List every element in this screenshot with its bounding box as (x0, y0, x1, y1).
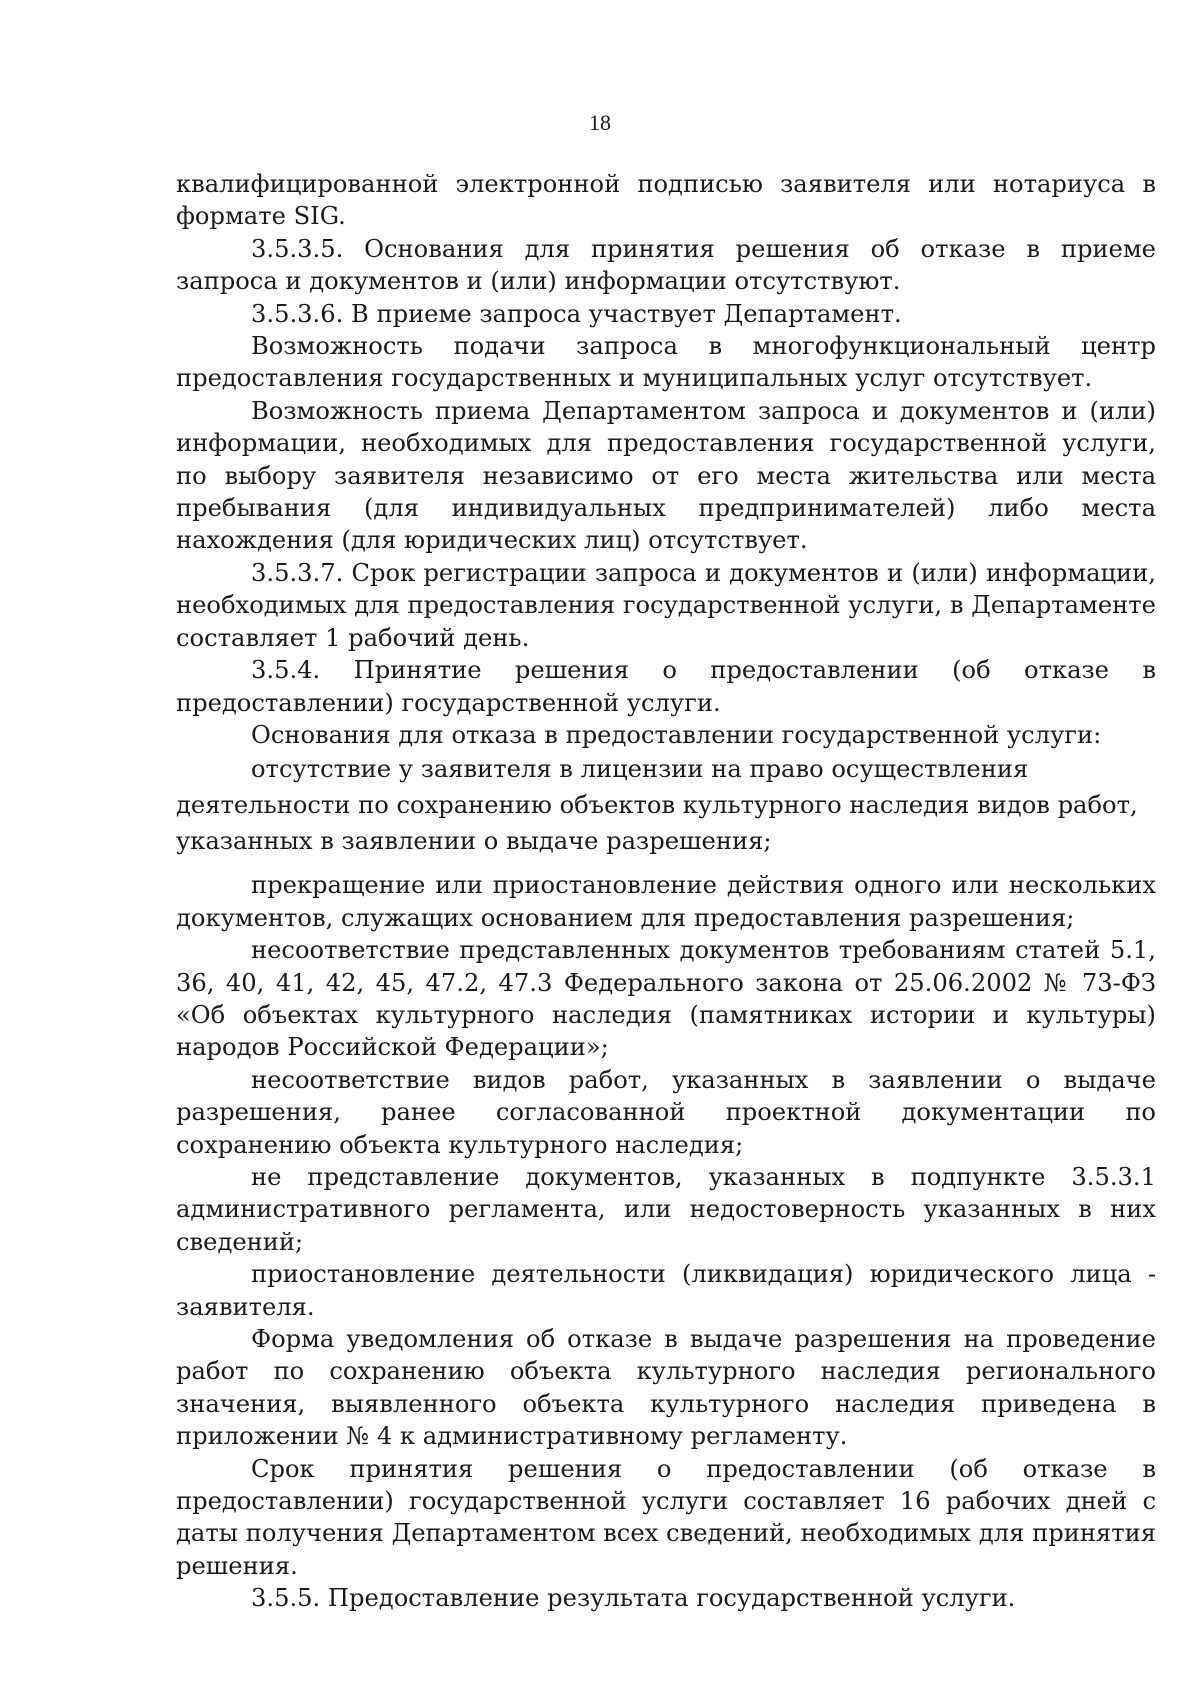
paragraph: несоответствие видов работ, указанных в заявлении о выдаче разрешения, ранее согласованной проектной документации по сохранению объекта культурного наследия; (176, 1065, 1156, 1159)
paragraph: отсутствие у заявителя в лицензии на право осуществления деятельности по сохранению объектов культурного наследия видов работ, указанных в заявлении о выдаче разрешения; (176, 755, 1138, 856)
paragraph: 3.5.3.6. В приеме запроса участвует Департамент. (251, 299, 902, 328)
paragraph: 3.5.4. Принятие решения о предоставлении (об отказе в предоставлении) государственной услуги. (176, 656, 1156, 717)
page-number: 18 (589, 110, 611, 135)
paragraph: несоответствие представленных документов требованиям статей 5.1, 36, 40, 41, 42, 45, 47.2, 47.3 Федерального закона от 25.06.2002 № 73-ФЗ «Об объектах культурного наследия (памятниках истории и культуры) народов Российской Федерации»; (176, 936, 1156, 1062)
paragraph: Форма уведомления об отказе в выдаче разрешения на проведение работ по сохранению объекта культурного наследия регионального значения, выявленного объекта культурного наследия приведена в приложении № 4 к административному регламенту. (176, 1325, 1156, 1451)
paragraph: Срок принятия решения о предоставлении (об отказе в предоставлении) государственной услуги составляет 16 рабочих дней с даты получения Департаментом всех сведений, необходимых для принятия решения. (176, 1454, 1156, 1580)
paragraph: приостановление деятельности (ликвидация) юридического лица - заявителя. (176, 1260, 1156, 1321)
paragraph: 3.5.3.7. Срок регистрации запроса и документов и (или) информации, необходимых для предоставления государственной услуги, в Департаменте составляет 1 рабочий день. (176, 558, 1156, 652)
paragraph: Основания для отказа в предоставлении государственной услуги: (251, 720, 1102, 749)
paragraph: Возможность подачи запроса в многофункциональный центр предоставления государственных и муниципальных услуг отсутствует. (176, 332, 1156, 393)
paragraph: 3.5.3.5. Основания для принятия решения об отказе в приеме запроса и документов и (или) информации отсутствуют. (176, 234, 1156, 296)
paragraph: Возможность приема Департаментом запроса и документов и (или) информации, необходимых для предоставления государственной услуги, по выбору заявителя независимо от его места жительства или места пребывания (для индивидуальных предпринимателей) либо места нахождения (для юридических лиц) отсутствует. (176, 396, 1156, 555)
paragraph: не представление документов, указанных в подпункте 3.5.3.1 административного регламента, или недостоверность указанных в них сведений; (176, 1162, 1156, 1256)
paragraph: 3.5.5. Предоставление результата государственной услуги. (251, 1584, 1016, 1613)
paragraph: квалифицированной электронной подписью заявителя или нотариуса в формате SIG. (176, 170, 1156, 231)
paragraph: прекращение или приостановление действия одного или нескольких документов, служащих основанием для предоставления разрешения; (176, 871, 1156, 932)
document-body (176, 168, 1156, 1615)
